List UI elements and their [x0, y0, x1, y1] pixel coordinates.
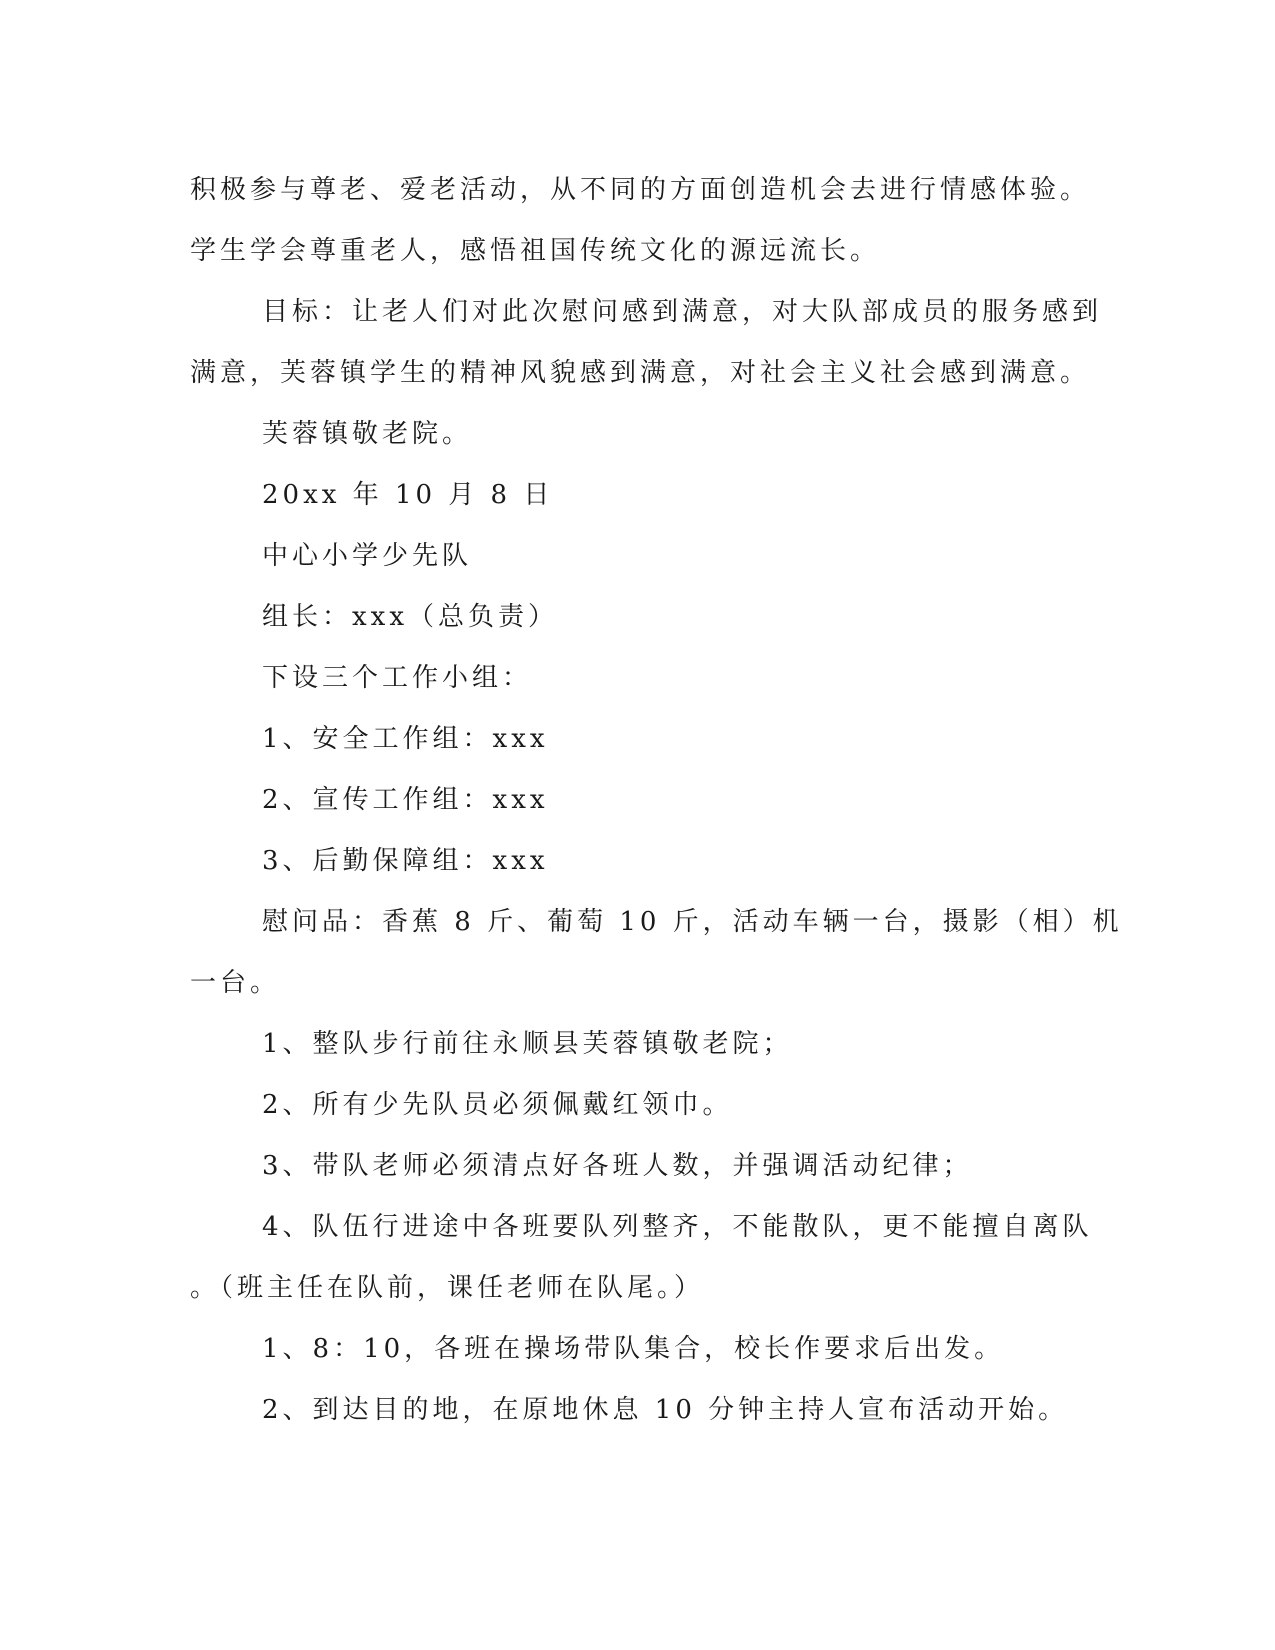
paragraph-line: 中心小学少先队 — [262, 541, 473, 571]
list-item: 4、队伍行进途中各班要队列整齐，不能散队，更不能擅自离队 — [262, 1212, 1093, 1242]
list-item: 3、带队老师必须清点好各班人数，并强调活动纪律； — [262, 1151, 973, 1181]
paragraph-line: 慰问品：香蕉 8 斤、葡萄 10 斤，活动车辆一台，摄影（相）机 — [262, 907, 1123, 937]
paragraph-line: 。（班主任在队前，课任老师在队尾。） — [190, 1273, 705, 1303]
paragraph-line: 芙蓉镇敬老院。 — [262, 419, 473, 449]
list-item: 2、到达目的地，在原地休息 10 分钟主持人宣布活动开始。 — [262, 1395, 1069, 1425]
paragraph-line: 一台。 — [190, 968, 281, 998]
list-item: 1、整队步行前往永顺县芙蓉镇敬老院； — [262, 1029, 793, 1059]
paragraph-line: 积极参与尊老、爱老活动，从不同的方面创造机会去进行情感体验。 — [190, 175, 1091, 205]
list-item: 3、后勤保障组：xxx — [262, 846, 549, 876]
list-item: 2、所有少先队员必须佩戴红领巾。 — [262, 1090, 733, 1120]
paragraph-line: 下设三个工作小组： — [262, 663, 533, 693]
paragraph-line: 满意，芙蓉镇学生的精神风貌感到满意，对社会主义社会感到满意。 — [190, 358, 1091, 388]
list-item: 1、安全工作组：xxx — [262, 724, 549, 754]
paragraph-line: 目标：让老人们对此次慰问感到满意，对大队部成员的服务感到 — [262, 297, 1103, 327]
paragraph-line: 学生学会尊重老人，感悟祖国传统文化的源远流长。 — [190, 236, 881, 266]
paragraph-line: 组长：xxx（总负责） — [262, 602, 558, 632]
list-item: 2、宣传工作组：xxx — [262, 785, 549, 815]
list-item: 1、8：10，各班在操场带队集合，校长作要求后出发。 — [262, 1334, 1005, 1364]
paragraph-line: 20xx 年 10 月 8 日 — [262, 480, 554, 510]
document-body — [190, 160, 1123, 1441]
